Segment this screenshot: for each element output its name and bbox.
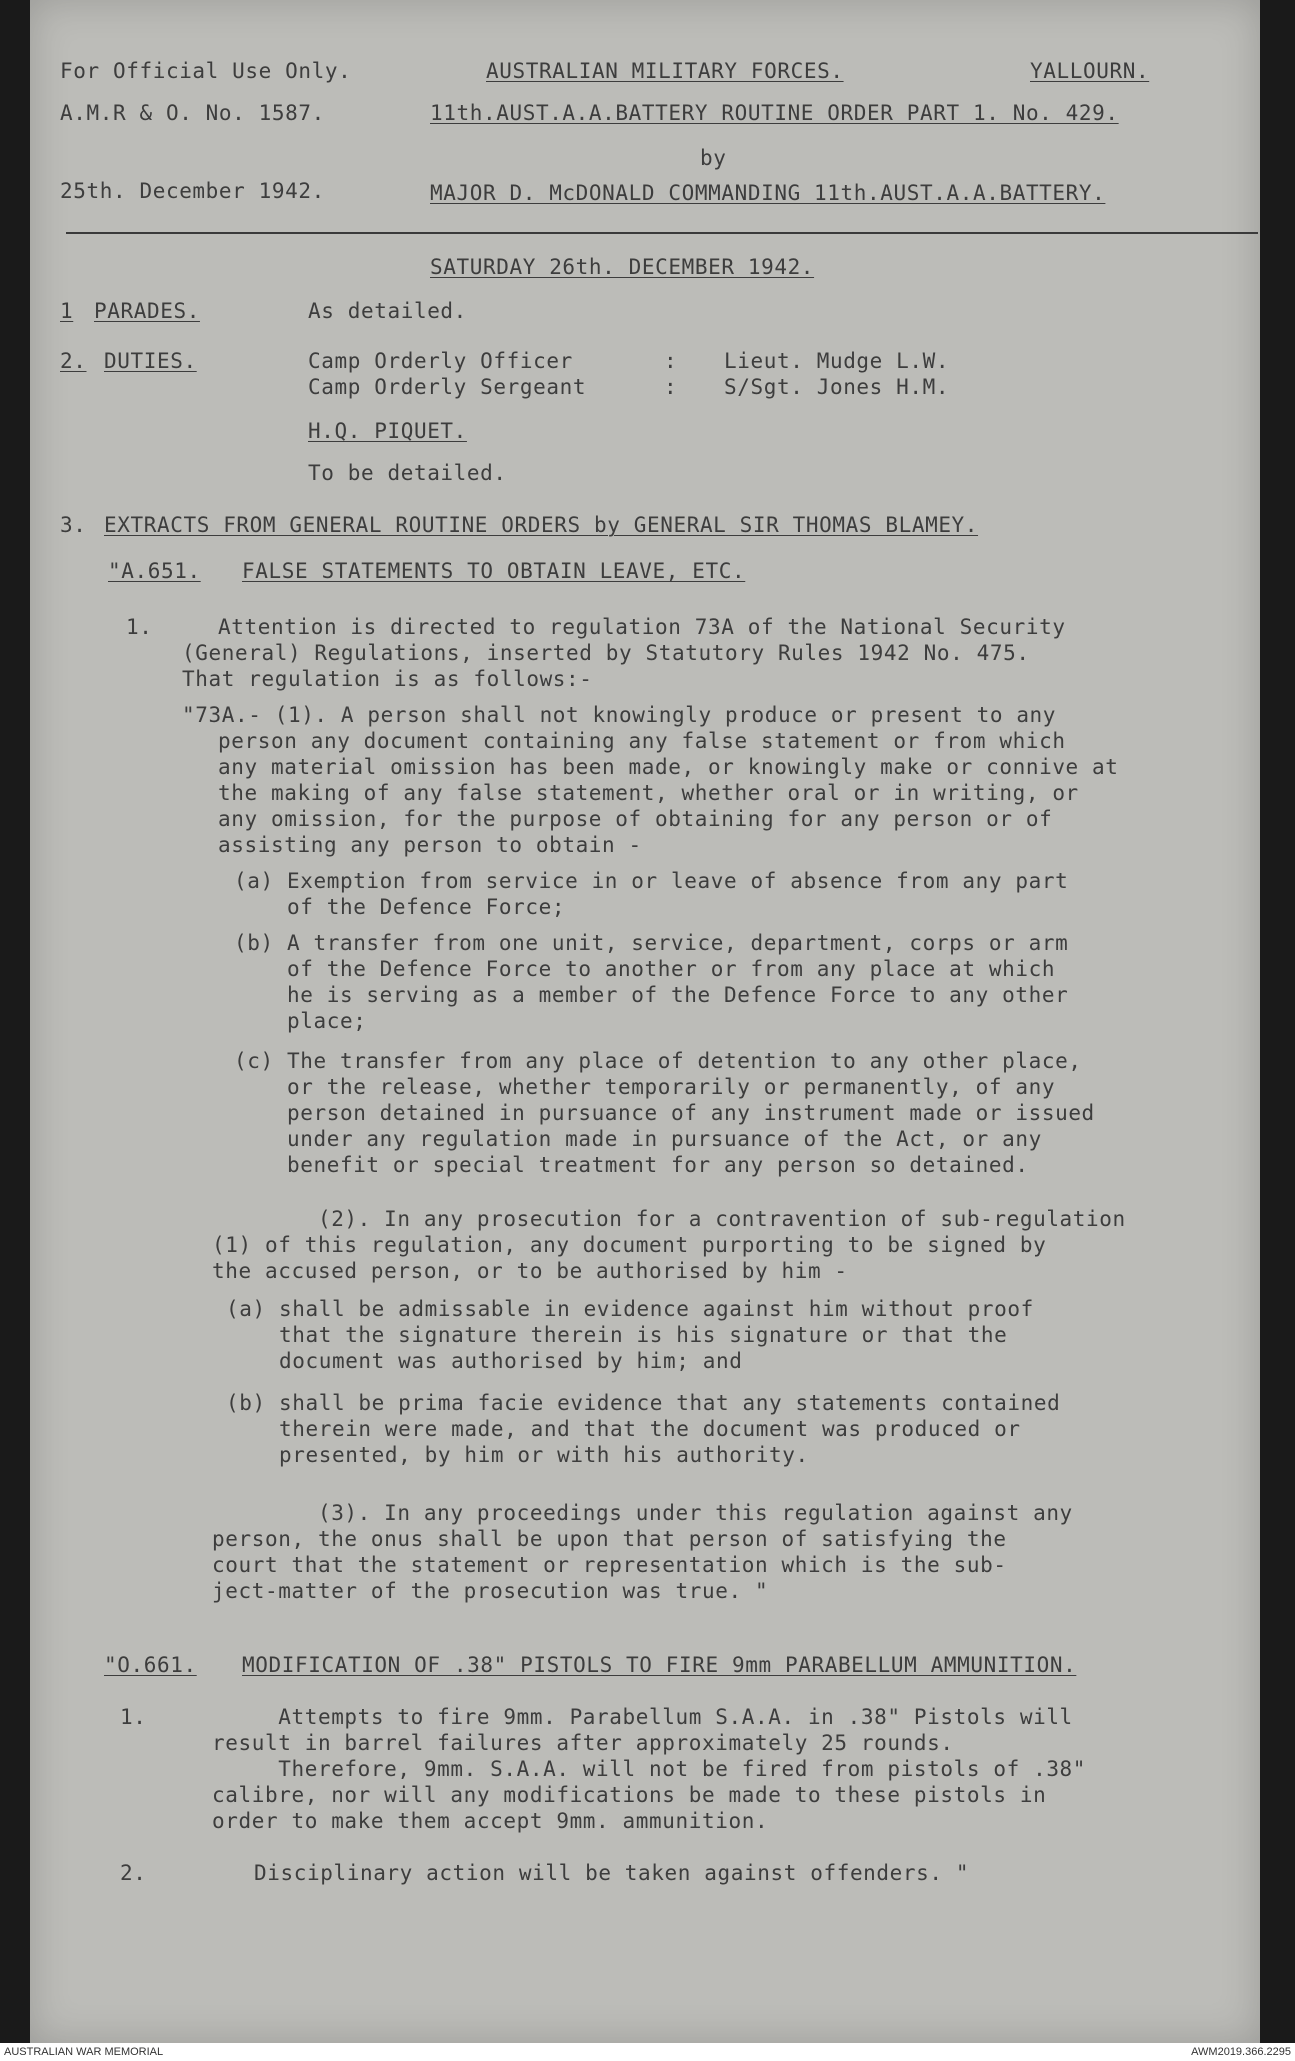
subreg2-b-line: presented, by him or with his authority.: [226, 1443, 809, 1467]
item-c-line: under any regulation made in pursuance of the Act, or any: [234, 1127, 1042, 1151]
duties-number: 2.: [60, 349, 87, 373]
a651-para1-line: That regulation is as follows:-: [182, 667, 593, 691]
duties-label: DUTIES.: [104, 349, 197, 373]
order-o661-ref: "O.661.: [104, 1653, 197, 1677]
item-c-line: or the release, whether temporarily or permanently, of any: [234, 1075, 1056, 1099]
subreg2-b-line: (b) shall be prima facie evidence that any statements contained: [226, 1391, 1061, 1415]
order-a651-title: FALSE STATEMENTS TO OBTAIN LEAVE, ETC.: [242, 559, 746, 583]
duty-role-sergeant: Camp Orderly Sergeant: [308, 375, 587, 399]
by-label: by: [700, 146, 727, 170]
subreg3-line: ject-matter of the prosecution was true. ": [212, 1579, 769, 1603]
footer-institution: AUSTRALIAN WAR MEMORIAL: [4, 2046, 164, 2058]
item-a-line: (a) Exemption from service in or leave of absence from any part: [234, 869, 1069, 893]
order-o661-title: MODIFICATION OF .38" PISTOLS TO FIRE 9mm PARABELLUM AMMUNITION.: [242, 1653, 1077, 1677]
subreg2-a-line: document was authorised by him; and: [226, 1349, 743, 1373]
amr-reference: A.M.R & O. No. 1587.: [60, 101, 325, 125]
subreg2-line: (1) of this regulation, any document purporting to be signed by: [212, 1233, 1047, 1257]
subreg2-b-line: therein were made, and that the document was produced or: [226, 1417, 1021, 1441]
duty-separator-2: :: [664, 375, 678, 399]
order-date: 25th. December 1942.: [60, 179, 325, 203]
subreg2-a-line: (a) shall be admissable in evidence against him without proof: [226, 1297, 1034, 1321]
day-heading: SATURDAY 26th. DECEMBER 1942.: [430, 255, 815, 279]
extracts-heading: EXTRACTS FROM GENERAL ROUTINE ORDERS by GENERAL SIR THOMAS BLAMEY.: [104, 513, 979, 537]
regulation-line: person any document containing any false statement or from which: [218, 729, 1066, 753]
subreg3-line: (3). In any proceedings under this regulation against any: [212, 1501, 1073, 1525]
duty-name-officer: Lieut. Mudge L.W.: [724, 349, 950, 373]
o661-para1-number: 1.: [120, 1705, 147, 1729]
subreg3-line: court that the statement or representation which is the sub-: [212, 1553, 1007, 1577]
subreg2-line: (2). In any prosecution for a contravention of sub-regulation: [212, 1207, 1126, 1231]
a651-para1-line: Attention is directed to regulation 73A of the National Security: [218, 615, 1066, 639]
item-b-line: (b) A transfer from one unit, service, department, corps or arm: [234, 931, 1069, 955]
o661-para1-line: Attempts to fire 9mm. Parabellum S.A.A. in .38" Pistols will: [212, 1705, 1073, 1729]
piquet-text: To be detailed.: [308, 461, 507, 485]
order-a651-ref: "A.651.: [108, 559, 201, 583]
o661-para1-line: calibre, nor will any modifications be made to these pistols in: [212, 1783, 1047, 1807]
commanding-officer: MAJOR D. McDONALD COMMANDING 11th.AUST.A.A.BATTERY.: [430, 181, 1106, 205]
regulation-line: any material omission has been made, or knowingly make or connive at: [218, 755, 1119, 779]
item-b-line: place;: [234, 1009, 367, 1033]
regulation-line: the making of any false statement, whether oral or in writing, or: [218, 781, 1079, 805]
forces-heading: AUSTRALIAN MILITARY FORCES.: [486, 59, 844, 83]
duty-role-officer: Camp Orderly Officer: [308, 349, 573, 373]
duty-separator-1: :: [664, 349, 678, 373]
archive-footer: [0, 2043, 1295, 2061]
piquet-label: H.Q. PIQUET.: [308, 419, 467, 443]
item-a-line: of the Defence Force;: [234, 895, 566, 919]
o661-para2-number: 2.: [120, 1861, 147, 1885]
document-page: [30, 0, 1260, 2043]
order-title: 11th.AUST.A.A.BATTERY ROUTINE ORDER PART 1. No. 429.: [430, 101, 1119, 125]
item-b-line: of the Defence Force to another or from any place at which: [234, 957, 1056, 981]
official-use-label: For Official Use Only.: [60, 59, 352, 83]
regulation-line: any omission, for the purpose of obtaining for any person or of: [218, 807, 1053, 831]
parades-label: PARADES.: [94, 299, 200, 323]
a651-para1-number: 1.: [126, 615, 153, 639]
subreg3-line: person, the onus shall be upon that person of satisfying the: [212, 1527, 1007, 1551]
parades-text: As detailed.: [308, 299, 467, 323]
o661-para2-text: Disciplinary action will be taken against offenders. ": [254, 1861, 970, 1885]
a651-para1-line: (General) Regulations, inserted by Statutory Rules 1942 No. 475.: [182, 641, 1030, 665]
item-c-line: benefit or special treatment for any person so detained.: [234, 1153, 1029, 1177]
item-c-line: (c) The transfer from any place of detention to any other place,: [234, 1049, 1082, 1073]
header-rule: [66, 232, 1258, 234]
regulation-line: "73A.- (1). A person shall not knowingly produce or present to any: [182, 703, 1057, 727]
place-label: YALLOURN.: [1030, 59, 1150, 83]
item-b-line: he is serving as a member of the Defence Force to any other: [234, 983, 1069, 1007]
extracts-number: 3.: [60, 513, 87, 537]
o661-para1-line: order to make them accept 9mm. ammunition.: [212, 1809, 769, 1833]
duty-name-sergeant: S/Sgt. Jones H.M.: [724, 375, 950, 399]
o661-para1-line: result in barrel failures after approximately 25 rounds.: [212, 1731, 954, 1755]
subreg2-a-line: that the signature therein is his signature or that the: [226, 1323, 1008, 1347]
regulation-line: assisting any person to obtain -: [218, 833, 642, 857]
parades-number: 1: [60, 299, 74, 323]
subreg2-line: the accused person, or to be authorised by him -: [212, 1259, 848, 1283]
o661-para1-line: Therefore, 9mm. S.A.A. will not be fired from pistols of .38": [212, 1757, 1087, 1781]
footer-accession-number: AWM2019.366.2295: [1191, 2046, 1291, 2058]
item-c-line: person detained in pursuance of any instrument made or issued: [234, 1101, 1095, 1125]
